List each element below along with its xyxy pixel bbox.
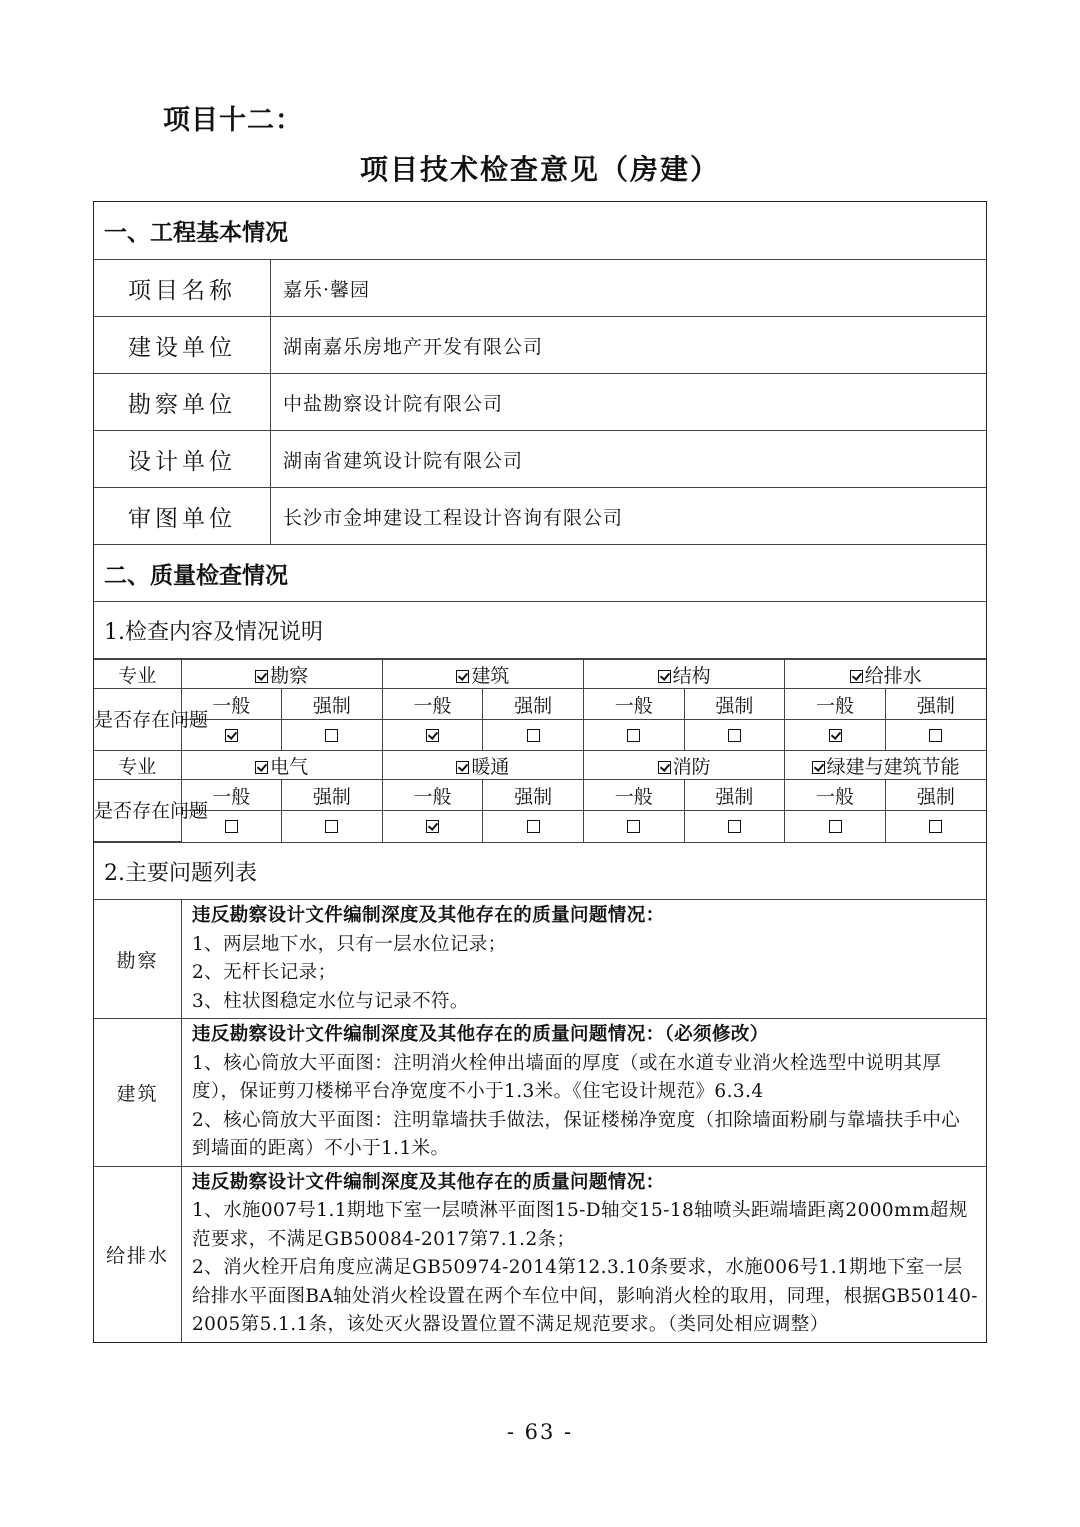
discipline-name: 勘察 [270, 664, 309, 687]
grid-discipline-label: 专业 [94, 751, 181, 780]
grid-discipline-header [584, 751, 785, 780]
unchecked-box-icon[interactable] [929, 820, 942, 833]
issue-item: 1、两层地下水，只有一层水位记录； [192, 933, 507, 955]
mandatory-checkbox-cell [885, 720, 986, 751]
grid-discipline-header [382, 751, 583, 780]
mandatory-checkbox-cell [483, 720, 584, 751]
info-label: 项目名称 [94, 260, 271, 317]
info-label: 设计单位 [94, 431, 271, 488]
issue-row [94, 1018, 986, 1166]
grid-issue-label: 是否存在问题 [94, 689, 181, 751]
general-checkbox-cell [785, 811, 886, 842]
issue-body [182, 1167, 986, 1342]
general-label: 一般 [584, 689, 685, 720]
unchecked-box-icon[interactable] [728, 820, 741, 833]
checked-box-icon [255, 761, 268, 774]
mandatory-label: 强制 [684, 689, 785, 720]
issue-item: 2、核心筒放大平面图：注明靠墙扶手做法，保证楼梯净宽度（扣除墙面粉刷与靠墙扶手中心到墙面的距离）不小于1.1米。 [192, 1109, 961, 1159]
inspection-form [93, 201, 987, 1343]
mandatory-checkbox-cell [684, 720, 785, 751]
issue-lead: 违反勘察设计文件编制深度及其他存在的质量问题情况： [192, 1171, 665, 1193]
grid-discipline-header [181, 660, 382, 689]
general-label: 一般 [181, 689, 282, 720]
project-number: 项目十二： [163, 105, 303, 136]
info-row [94, 316, 986, 373]
issue-discipline: 给排水 [94, 1167, 182, 1342]
discipline-name: 建筑 [471, 664, 510, 687]
mandatory-checkbox-cell [282, 720, 383, 751]
general-checkbox-cell [785, 720, 886, 751]
discipline-name: 暖通 [471, 755, 510, 778]
info-value: 湖南嘉乐房地产开发有限公司 [283, 335, 544, 358]
general-label: 一般 [382, 780, 483, 811]
discipline-name: 电气 [270, 755, 309, 778]
checked-box-icon [456, 670, 469, 683]
mandatory-label: 强制 [282, 780, 383, 811]
issue-lead: 违反勘察设计文件编制深度及其他存在的质量问题情况： [192, 905, 665, 926]
unchecked-box-icon[interactable] [627, 820, 640, 833]
page-number: - 63 - [506, 1420, 574, 1444]
grid-discipline-header [382, 660, 583, 689]
discipline-name: 给排水 [864, 664, 922, 687]
mandatory-label: 强制 [885, 689, 986, 720]
unchecked-box-icon[interactable] [829, 820, 842, 833]
issue-lead: 违反勘察设计文件编制深度及其他存在的质量问题情况：（必须修改） [192, 1024, 769, 1045]
issue-item: 2、消火栓开启角度应满足GB50974-2014第12.3.10条要求，水施006号1.1期地下室一层给排水平面图BA轴处消火栓设置在两个车位中间，影响消火栓的取用，同理，根据GB50140-2005第5.1.1条，该处灭火器设置位置不满足规范要求。（类同处相应调整） [192, 1257, 978, 1335]
unchecked-box-icon[interactable] [728, 729, 741, 742]
checked-box-icon [658, 670, 671, 683]
info-row [94, 430, 986, 487]
issue-row [94, 899, 986, 1018]
checked-box-icon[interactable] [426, 820, 439, 833]
mandatory-checkbox-cell [483, 811, 584, 842]
general-label: 一般 [382, 689, 483, 720]
grid-discipline-header [785, 751, 986, 780]
general-checkbox-cell [584, 720, 685, 751]
issue-row [94, 1166, 986, 1342]
mandatory-label: 强制 [282, 689, 383, 720]
issue-item: 2、无杆长记录； [192, 962, 337, 983]
issue-item: 1、水施007号1.1期地下室一层喷淋平面图15-D轴交15-18轴喷头距端墙距离2000mm超规范要求，不满足GB50084-2017第7.1.2条； [192, 1200, 968, 1250]
general-checkbox-cell [382, 811, 483, 842]
mandatory-checkbox-cell [282, 811, 383, 842]
general-label: 一般 [785, 780, 886, 811]
section2-heading: 二、质量检查情况 [94, 544, 986, 601]
checked-box-icon [255, 670, 268, 683]
grid-discipline-label: 专业 [94, 660, 181, 689]
info-row [94, 373, 986, 430]
info-label: 建设单位 [94, 317, 271, 374]
general-label: 一般 [181, 780, 282, 811]
subsection-1-heading: 1.检查内容及情况说明 [94, 601, 986, 658]
document-title: 项目技术检查意见（房建） [359, 153, 720, 186]
discipline-name: 消防 [672, 755, 711, 778]
grid-discipline-header [181, 751, 382, 780]
unchecked-box-icon[interactable] [527, 729, 540, 742]
issue-body [182, 900, 986, 1018]
info-row [94, 487, 986, 544]
info-label: 审图单位 [94, 488, 271, 545]
section1-heading: 一、工程基本情况 [104, 220, 288, 246]
checked-box-icon[interactable] [829, 729, 842, 742]
mandatory-checkbox-cell [684, 811, 785, 842]
info-row [94, 259, 986, 316]
info-value: 湖南省建筑设计院有限公司 [283, 449, 524, 472]
issue-discipline: 建筑 [94, 1019, 182, 1166]
checked-box-icon[interactable] [225, 729, 238, 742]
issue-item: 1、核心筒放大平面图：注明消火栓伸出墙面的厚度（或在水道专业消火栓选型中说明其厚度），保证剪刀楼梯平台净宽度不小于1.3米。《住宅设计规范》6.3.4 [192, 1052, 942, 1102]
unchecked-box-icon[interactable] [627, 729, 640, 742]
issue-discipline: 勘察 [94, 900, 182, 1018]
checked-box-icon [658, 761, 671, 774]
mandatory-label: 强制 [885, 780, 986, 811]
grid-discipline-header [584, 660, 785, 689]
checked-box-icon[interactable] [426, 729, 439, 742]
checked-box-icon [456, 761, 469, 774]
grid-discipline-header [785, 660, 986, 689]
general-label: 一般 [785, 689, 886, 720]
general-checkbox-cell [584, 811, 685, 842]
checked-box-icon [850, 670, 863, 683]
general-checkbox-cell [382, 720, 483, 751]
mandatory-checkbox-cell [885, 811, 986, 842]
info-value: 嘉乐·馨园 [283, 278, 371, 301]
unchecked-box-icon[interactable] [325, 820, 338, 833]
issue-body [182, 1019, 986, 1166]
discipline-grid [94, 658, 986, 842]
info-label: 勘察单位 [94, 374, 271, 431]
discipline-name: 绿建与建筑节能 [826, 755, 960, 778]
checked-box-icon [812, 761, 825, 774]
unchecked-box-icon[interactable] [225, 820, 238, 833]
grid-issue-label: 是否存在问题 [94, 780, 181, 842]
mandatory-label: 强制 [684, 780, 785, 811]
info-value: 长沙市金坤建设工程设计咨询有限公司 [283, 506, 624, 529]
mandatory-label: 强制 [483, 780, 584, 811]
unchecked-box-icon[interactable] [325, 729, 338, 742]
unchecked-box-icon[interactable] [929, 729, 942, 742]
mandatory-label: 强制 [483, 689, 584, 720]
general-label: 一般 [584, 780, 685, 811]
unchecked-box-icon[interactable] [527, 820, 540, 833]
discipline-name: 结构 [672, 664, 711, 687]
issue-item: 3、柱状图稳定水位与记录不符。 [192, 990, 469, 1012]
subsection-2-heading: 2.主要问题列表 [94, 842, 986, 899]
info-value: 中盐勘察设计院有限公司 [283, 392, 504, 415]
